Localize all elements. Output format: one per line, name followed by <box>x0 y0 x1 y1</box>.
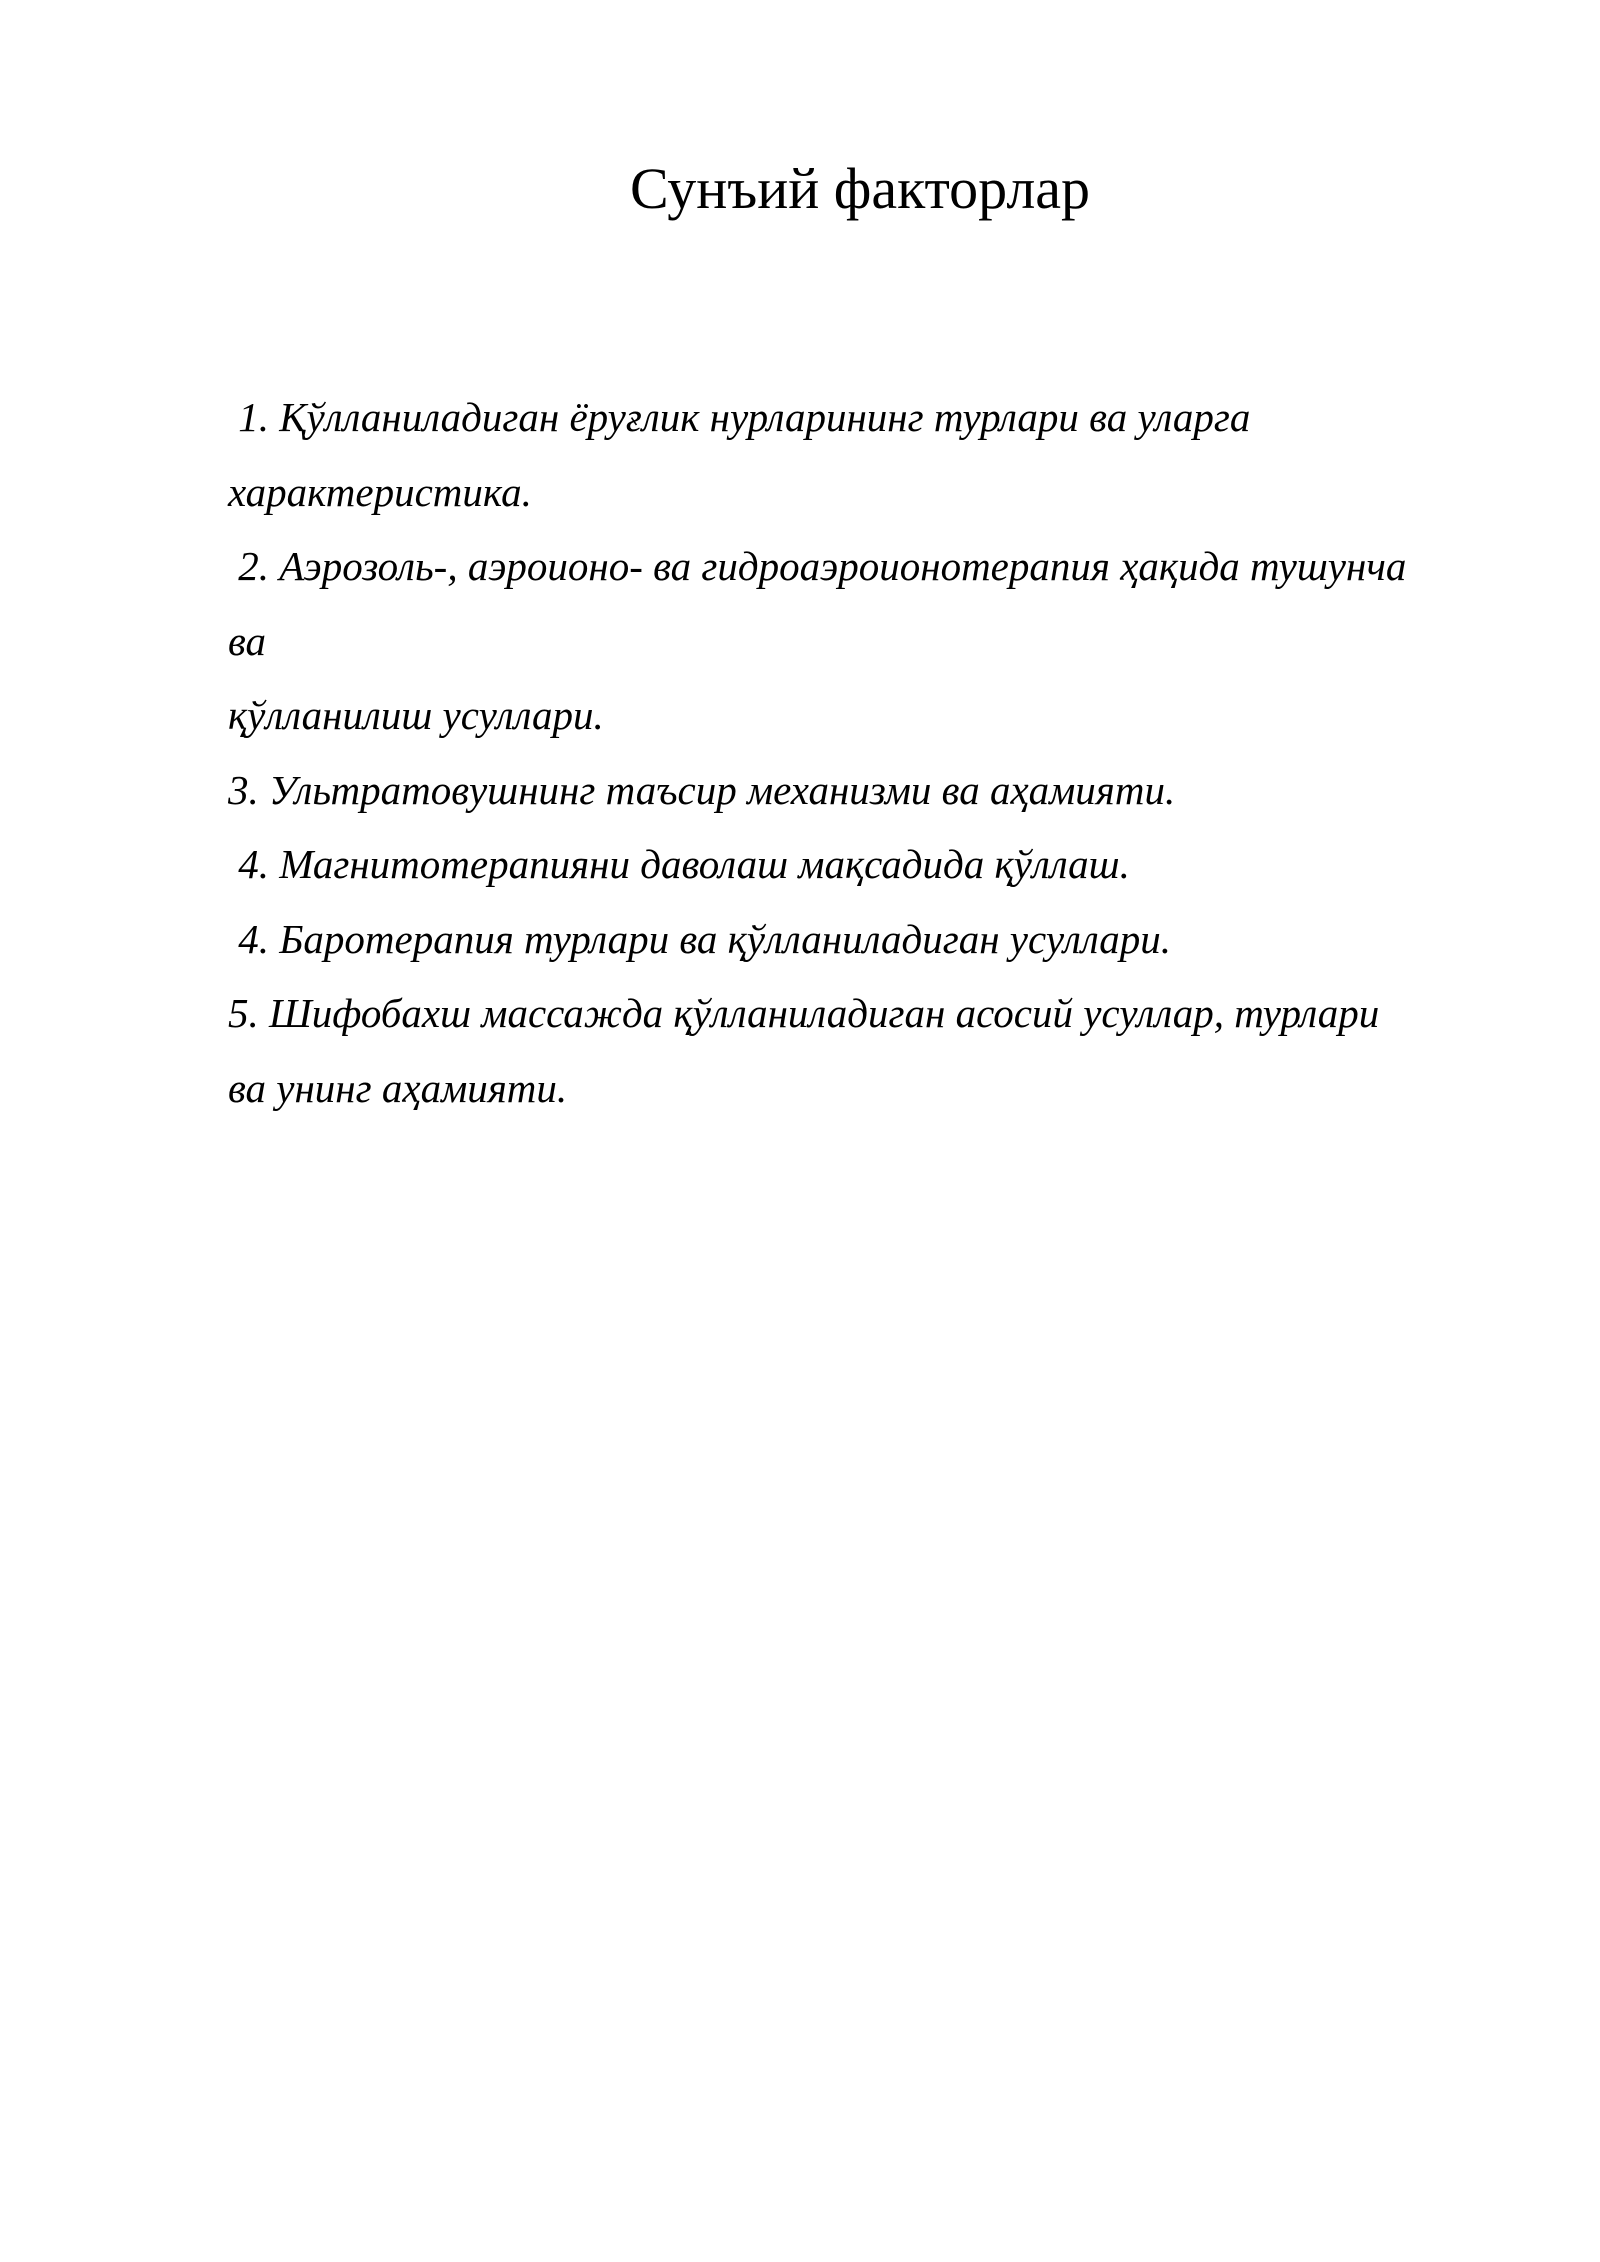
text-line: 3. Ультратовушнинг таъсир механизми ва аҳамияти. <box>228 766 1176 813</box>
text-line: ва <box>228 617 267 664</box>
text-line: қўлланилиш усуллари. <box>228 692 604 738</box>
text-line: 4. Магнитотерапияни даволаш мақсадида қўллаш. <box>228 841 1130 887</box>
text-line: 2. Аэрозоль-, аэроионо- ва гидроаэроионотерапия ҳақида тушунча <box>228 543 1407 589</box>
topic-list <box>228 380 1488 1125</box>
text-line: 1. Қўлланиладиган ёруғлик нурларининг турлари ва уларга <box>228 394 1251 440</box>
page-title: Сунъий факторлар <box>629 156 1091 221</box>
text-line: 5. Шифобахш массажда қўлланиладиган асосий усуллар, турлари <box>228 990 1380 1036</box>
text-line: ва унинг аҳамияти. <box>228 1064 568 1111</box>
text-line: 4. Баротерапия турлари ва қўлланиладиган усуллари. <box>228 915 1172 962</box>
text-line: характеристика. <box>228 468 532 515</box>
